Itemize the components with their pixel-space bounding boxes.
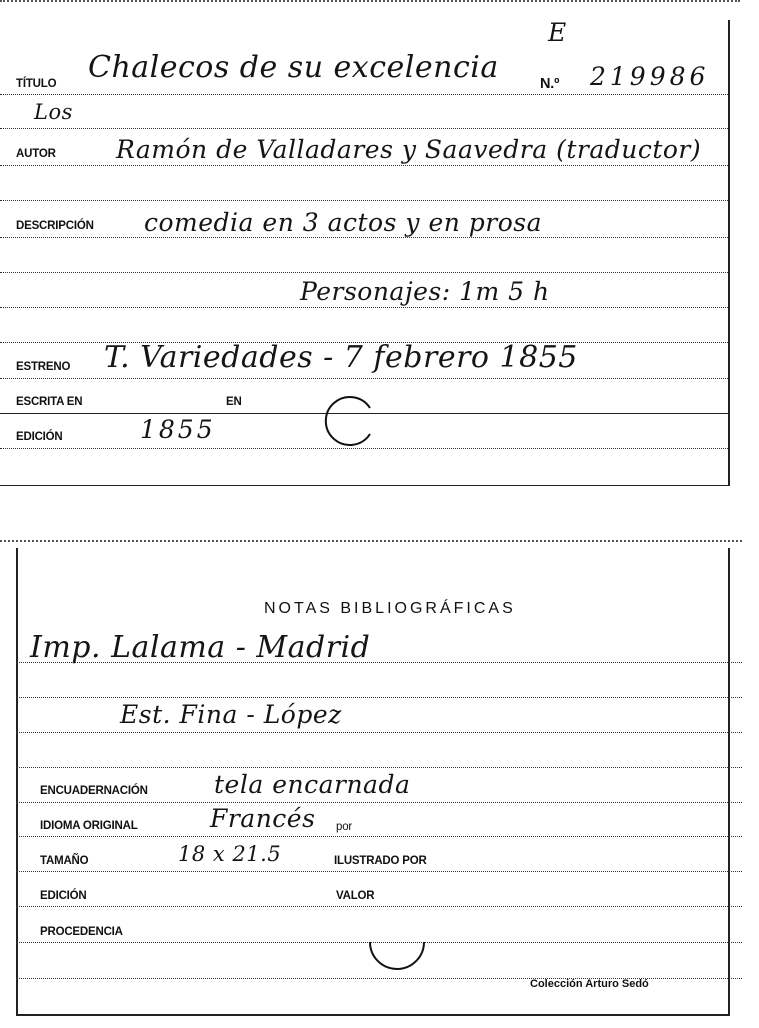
catalog-card-front — [0, 0, 740, 492]
edicion-label: EDICIÓN — [16, 431, 63, 443]
descripcion-line — [0, 237, 728, 238]
blank-line-1 — [0, 272, 728, 273]
edicion-back-label: EDICIÓN — [40, 890, 87, 902]
titulo-continuation: Los — [34, 100, 73, 124]
personajes-line — [0, 307, 728, 308]
numero-label: N.º — [540, 76, 560, 92]
en-label: EN — [226, 396, 242, 408]
tamano-line — [16, 871, 742, 872]
collection-footer: Colección Arturo Sedó — [530, 978, 649, 990]
escrita-label: ESCRITA EN — [16, 396, 83, 408]
valor-label: VALOR — [336, 890, 375, 902]
titulo-label: TÍTULO — [16, 78, 57, 90]
por-label: por — [336, 821, 353, 833]
encuadernacion-label: ENCUADERNACIÓN — [40, 785, 148, 797]
idioma-label: IDIOMA ORIGINAL — [40, 820, 138, 832]
estreno-label: ESTRENO — [16, 361, 71, 373]
encuadernacion-value: tela encarnada — [214, 770, 411, 799]
note-line-3 — [16, 732, 742, 733]
estreno-value: T. Variedades - 7 febrero 1855 — [104, 340, 578, 375]
ilustrado-label: ILUSTRADO POR — [334, 855, 427, 867]
titulo-value: Chalecos de su excelencia — [88, 50, 499, 85]
titulo-second-line — [0, 128, 728, 129]
notas-heading: NOTAS BIBLIOGRÁFICAS — [264, 600, 516, 617]
estreno-line — [0, 378, 728, 379]
procedencia-label: PROCEDENCIA — [40, 926, 123, 938]
note-line-4 — [16, 767, 742, 768]
personajes-value: Personajes: 1m 5 h — [300, 277, 550, 306]
separator-line — [0, 200, 728, 201]
tamano-value: 18 x 21.5 — [178, 842, 282, 866]
autor-line — [0, 165, 728, 166]
numero-mark: E — [548, 18, 567, 47]
numero-value: 219986 — [590, 62, 710, 91]
catalog-card-back — [0, 540, 742, 1020]
note-line-2 — [16, 697, 742, 698]
descripcion-value: comedia en 3 actos y en prosa — [144, 208, 543, 237]
idioma-line — [16, 836, 742, 837]
edicion-value: 1855 — [140, 415, 216, 444]
autor-label: AUTOR — [16, 148, 56, 160]
idioma-value: Francés — [210, 804, 316, 833]
punch-hole-mark-back — [362, 934, 432, 984]
titulo-line — [0, 94, 728, 95]
tamano-label: TAMAÑO — [40, 855, 89, 867]
autor-value: Ramón de Valladares y Saavedra (traductor) — [116, 135, 702, 164]
edicion-back-line — [16, 906, 742, 907]
note-imprenta: Imp. Lalama - Madrid — [30, 630, 371, 665]
note-establecimiento: Est. Fina - López — [120, 700, 342, 729]
descripcion-label: DESCRIPCIÓN — [16, 220, 94, 232]
encuadernacion-line — [16, 802, 742, 803]
punch-hole-mark — [312, 394, 382, 454]
